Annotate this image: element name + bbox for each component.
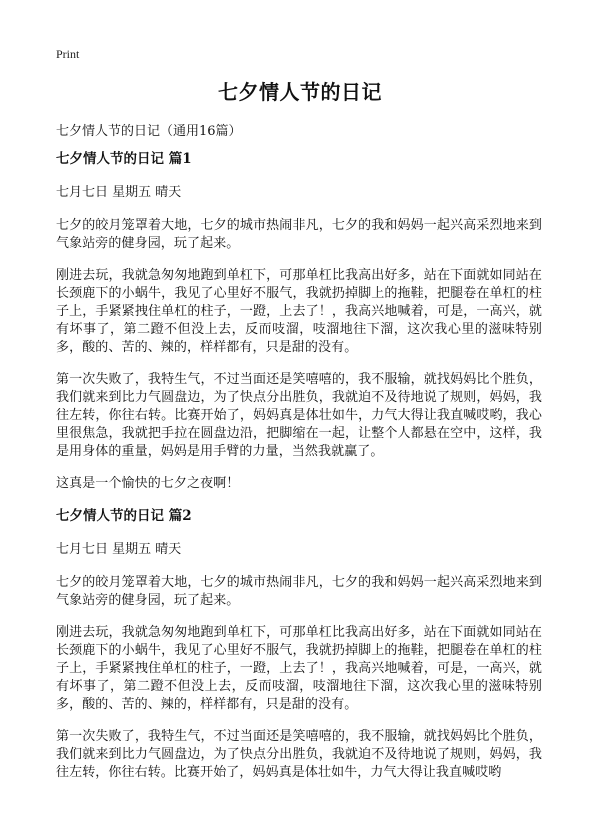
diary-entry-1 [56,150,542,493]
entry-paragraph: 刚进去玩，我就急匆匆地跑到单杠下，可那单杠比我高出好多，站在下面就如同站在长颈鹿下的小蜗牛，我见了心里好不服气，我就扔掉脚上的拖鞋，把腿卷在单杠的柱子上，手紧紧拽住单杠的柱子，一蹬，上去了！，我高兴地喊着，可是，一高兴，就有坏事了，第二蹬不但没上去，反而吱溜，吱溜地往下溜，这次我心里的滋味特别多，酸的、苦的、辣的，样样都有，只是甜的没有。 [56,268,542,355]
entry-paragraph: 七夕的皎月笼罩着大地，七夕的城市热闹非凡，七夕的我和妈妈一起兴高采烈地来到气象站旁的健身园，玩了起来。 [56,575,542,608]
entry-heading: 七夕情人节的日记 篇1 [56,151,192,167]
entry-paragraph: 第一次失败了，我特生气，不过当面还是笑嘻嘻的，我不服输，就找妈妈比个胜负，我们就来到比力气圆盘边，为了快点分出胜负，我就迫不及待地说了规则，妈妈，我往左转，你往右转。比赛开始了，妈妈真是体壮如牛，力气大得让我直喊哎哟 [56,729,542,780]
entry-heading: 七夕情人节的日记 篇2 [56,508,192,524]
document-content [56,150,542,796]
entry-paragraph: 这真是一个愉快的七夕之夜啊！ [56,476,240,491]
entry-paragraph: 第一次失败了，我特生气，不过当面还是笑嘻嘻的，我不服输，就找妈妈比个胜负，我们就来到比力气圆盘边，为了快点分出胜负，我就迫不及待地说了规则，妈妈，我往左转，你往右转。比赛开始了，妈妈真是体壮如牛，力气大得让我直喊哎哟，我心里很焦急，我就把手拉在圆盘边沿，把脚缩在一起，让整个人都悬在空中，这样，我是用身体的重量，妈妈是用手臂的力量，当然我就赢了。 [56,372,542,459]
entry-date: 七月七日 星期五 晴天 [56,542,182,557]
document-subtitle: 七夕情人节的日记（通用16篇） [56,124,242,139]
diary-entry-2 [56,507,542,782]
entry-paragraph: 刚进去玩，我就急匆匆地跑到单杠下，可那单杠比我高出好多，站在下面就如同站在长颈鹿下的小蜗牛，我见了心里好不服气，我就扔掉脚上的拖鞋，把腿卷在单杠的柱子上，手紧紧拽住单杠的柱子，一蹬，上去了！，我高兴地喊着，可是，一高兴，就有坏事了，第二蹬不但没上去，反而吱溜，吱溜地往下溜，这次我心里的滋味特别多，酸的、苦的、辣的，样样都有，只是甜的没有。 [56,625,542,712]
entry-date: 七月七日 星期五 晴天 [56,185,182,200]
print-link[interactable]: Print [56,47,80,61]
entry-paragraph: 七夕的皎月笼罩着大地，七夕的城市热闹非凡，七夕的我和妈妈一起兴高采烈地来到气象站旁的健身园，玩了起来。 [56,218,542,251]
page-title: 七夕情人节的日记 [218,80,382,104]
